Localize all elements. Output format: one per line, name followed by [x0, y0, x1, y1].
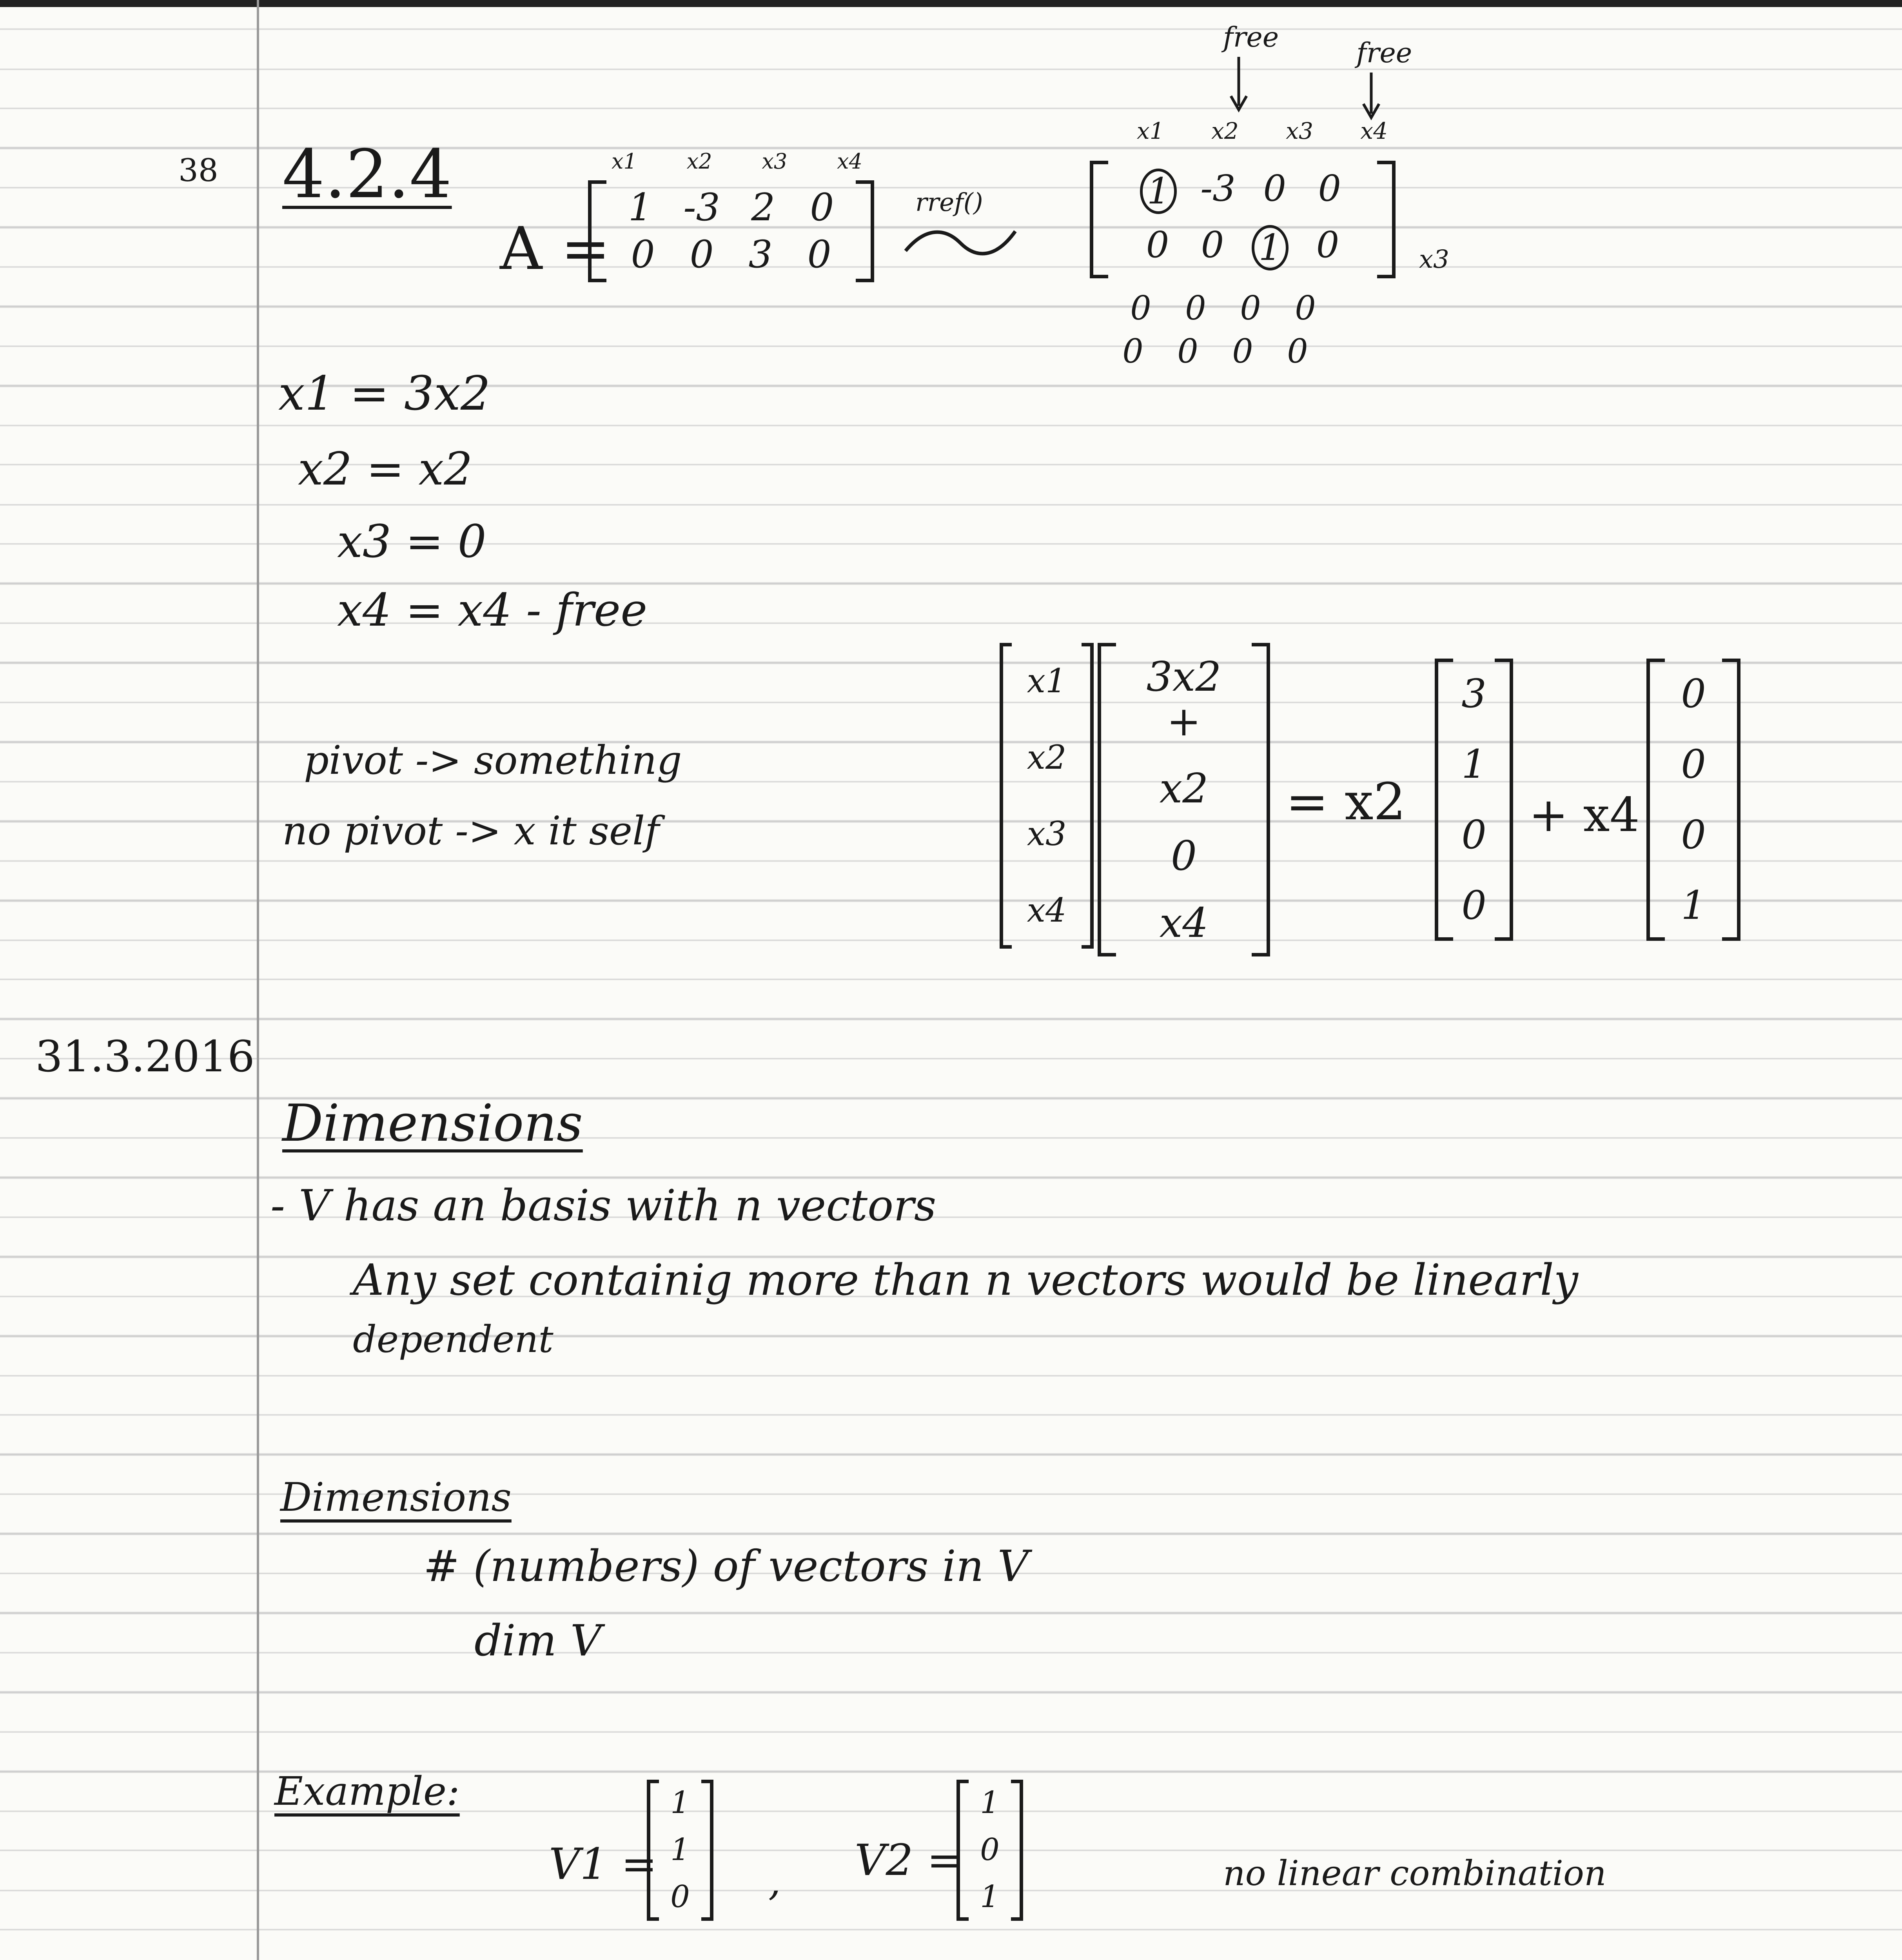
col-label: x2 [1211, 118, 1239, 144]
vector-entry: 3 [1461, 671, 1486, 717]
vector-entry: x2 [1159, 764, 1209, 813]
matrix-a-bracket-right [856, 180, 874, 282]
basis-vector-1 [1435, 659, 1513, 941]
matrix-cell: 0 [631, 232, 655, 277]
bracket-left [647, 1780, 659, 1921]
matrix-row [622, 234, 840, 276]
basis-vector-2 [1646, 659, 1740, 941]
vector-entry: 0 [1461, 882, 1486, 928]
equation: x2 = x2 [298, 443, 473, 495]
matrix-cell: 0 [1318, 167, 1341, 210]
rref-side-label: x3 [1419, 245, 1449, 274]
solution-plus: + x4 [1529, 788, 1640, 842]
vector-entry: 0 [1681, 812, 1706, 858]
col-label: x2 [686, 149, 712, 174]
matrix-a-body [588, 180, 874, 282]
matrix-row [1120, 225, 1365, 270]
bracket-right [1252, 643, 1270, 956]
rref-col-labels [1137, 118, 1388, 144]
comma: , [768, 1858, 781, 1904]
matrix-cell: -3 [1200, 167, 1236, 210]
col-label: x3 [1286, 118, 1313, 144]
matrix-cell: 2 [751, 185, 775, 230]
matrix-cell: 0 [1263, 167, 1287, 210]
date: 31.3.2016 [35, 1031, 255, 1082]
rref-matrix-body [1090, 161, 1396, 278]
rref-bracket-right [1377, 161, 1396, 278]
equation: x4 = x4 - free [337, 584, 648, 637]
free-label: free [1223, 21, 1279, 53]
expr-vector [1098, 643, 1270, 956]
col-label: x1 [612, 149, 637, 174]
col-label: x1 [1137, 118, 1164, 144]
example-note: no linear combination [1223, 1853, 1606, 1893]
margin-line [257, 0, 259, 1960]
page-number: 38 [178, 152, 218, 189]
bracket-right [701, 1780, 713, 1921]
example-v2 [956, 1780, 1023, 1921]
matrix-cell: 0 [1240, 289, 1261, 327]
bracket-left [1435, 659, 1453, 941]
vector-entry: 0 [980, 1832, 1000, 1868]
problem-label: 4.2.4 [282, 136, 452, 213]
bracket-right [1011, 1780, 1023, 1921]
matrix-cell: 0 [1146, 224, 1169, 266]
free-label: free [1356, 37, 1412, 69]
dimensions-line: # (numbers) of vectors in V [423, 1541, 1029, 1591]
definition-line: - V has an basis with n vectors [270, 1180, 936, 1230]
matrix-a-col-labels [612, 149, 862, 174]
vector-entry: 1 [980, 1785, 1000, 1821]
v1-label: V1 = [549, 1839, 657, 1889]
vector-entry: x3 [1027, 815, 1067, 853]
bracket-right [1082, 643, 1094, 949]
col-label: x4 [1360, 118, 1388, 144]
vector-entry: 0 [1681, 741, 1706, 787]
vector-entry: 3x2 + [1146, 652, 1221, 745]
rref-zero-rows [1117, 290, 1392, 376]
down-arrow-icon [1227, 55, 1250, 118]
matrix-cell: 0 [1130, 289, 1151, 327]
rref-block [1074, 16, 1466, 392]
vector-entry: x4 [1027, 891, 1067, 930]
vector-entry: 1 [670, 1832, 690, 1868]
vector-entry: 1 [1461, 741, 1486, 787]
x-vector [1000, 643, 1094, 949]
matrix-cell: 0 [1185, 289, 1206, 327]
matrix-cell: 0 [1295, 289, 1316, 327]
matrix-cell: 3 [748, 232, 773, 277]
definition-line: Any set containig more than n vectors would be linearly [353, 1255, 1578, 1305]
solution-eq: = x2 [1286, 772, 1406, 831]
vector-entry: 0 [1171, 831, 1197, 880]
bracket-left [956, 1780, 969, 1921]
pivot-note: pivot -> something [304, 737, 682, 783]
matrix-cell: 0 [1201, 224, 1224, 266]
vector-entry: 0 [1681, 671, 1706, 717]
matrix-cell: 0 [1122, 332, 1143, 370]
bracket-left [1000, 643, 1012, 949]
matrix-cell: 0 [1177, 332, 1198, 370]
col-label: x3 [762, 149, 788, 174]
matrix-row [1120, 169, 1365, 214]
matrix-cell: 0 [690, 232, 714, 277]
matrix-cell: 1 [628, 185, 652, 230]
matrix-cell: 0 [1232, 332, 1253, 370]
pivot-cell: 1 [1140, 169, 1177, 214]
equation: x1 = 3x2 [278, 367, 491, 421]
vector-entry: 0 [1461, 812, 1486, 858]
matrix-row [1117, 333, 1392, 376]
pivot-note: no pivot -> x it self [282, 808, 660, 854]
matrix-a-prefix: A = [500, 215, 610, 283]
matrix-cell: 0 [807, 232, 831, 277]
v2-label: V2 = [855, 1835, 963, 1885]
page-top-edge [0, 0, 1902, 7]
vector-entry: x1 [1027, 662, 1067, 701]
matrix-row [1117, 290, 1392, 333]
bracket-right [1495, 659, 1513, 941]
matrix-cell: 0 [1316, 224, 1339, 266]
section-title: Dimensions [282, 1093, 583, 1153]
matrix-row [622, 187, 840, 229]
bracket-left [1646, 659, 1665, 941]
definition-line: dependent [353, 1318, 554, 1361]
col-label: x4 [837, 149, 862, 174]
pivot-cell: 1 [1252, 225, 1289, 270]
bracket-right [1722, 659, 1740, 941]
bracket-left [1098, 643, 1116, 956]
solution-vector-block [1000, 643, 1756, 964]
vector-entry: 1 [980, 1879, 1000, 1915]
rref-bracket-left [1090, 161, 1108, 278]
matrix-cell: 0 [1287, 332, 1308, 370]
squiggle-arrow-icon [902, 220, 1019, 263]
matrix-cell: -3 [683, 185, 720, 230]
vector-entry: 1 [670, 1785, 690, 1821]
vector-entry: 1 [1681, 882, 1706, 928]
rref-label: rref() [915, 188, 983, 217]
equation: x3 = 0 [337, 515, 486, 568]
matrix-cell: 0 [810, 185, 834, 230]
example-heading: Example: [274, 1768, 460, 1814]
dimensions-line: dim V [474, 1615, 602, 1666]
down-arrow-icon [1359, 71, 1383, 125]
vector-entry: x4 [1159, 899, 1209, 947]
example-v1 [647, 1780, 713, 1921]
vector-entry: 0 [670, 1879, 690, 1915]
vector-entry: x2 [1027, 738, 1067, 777]
matrix-a [588, 149, 874, 290]
matrix-a-bracket-left [588, 180, 606, 282]
dimensions-heading: Dimensions [280, 1474, 512, 1520]
